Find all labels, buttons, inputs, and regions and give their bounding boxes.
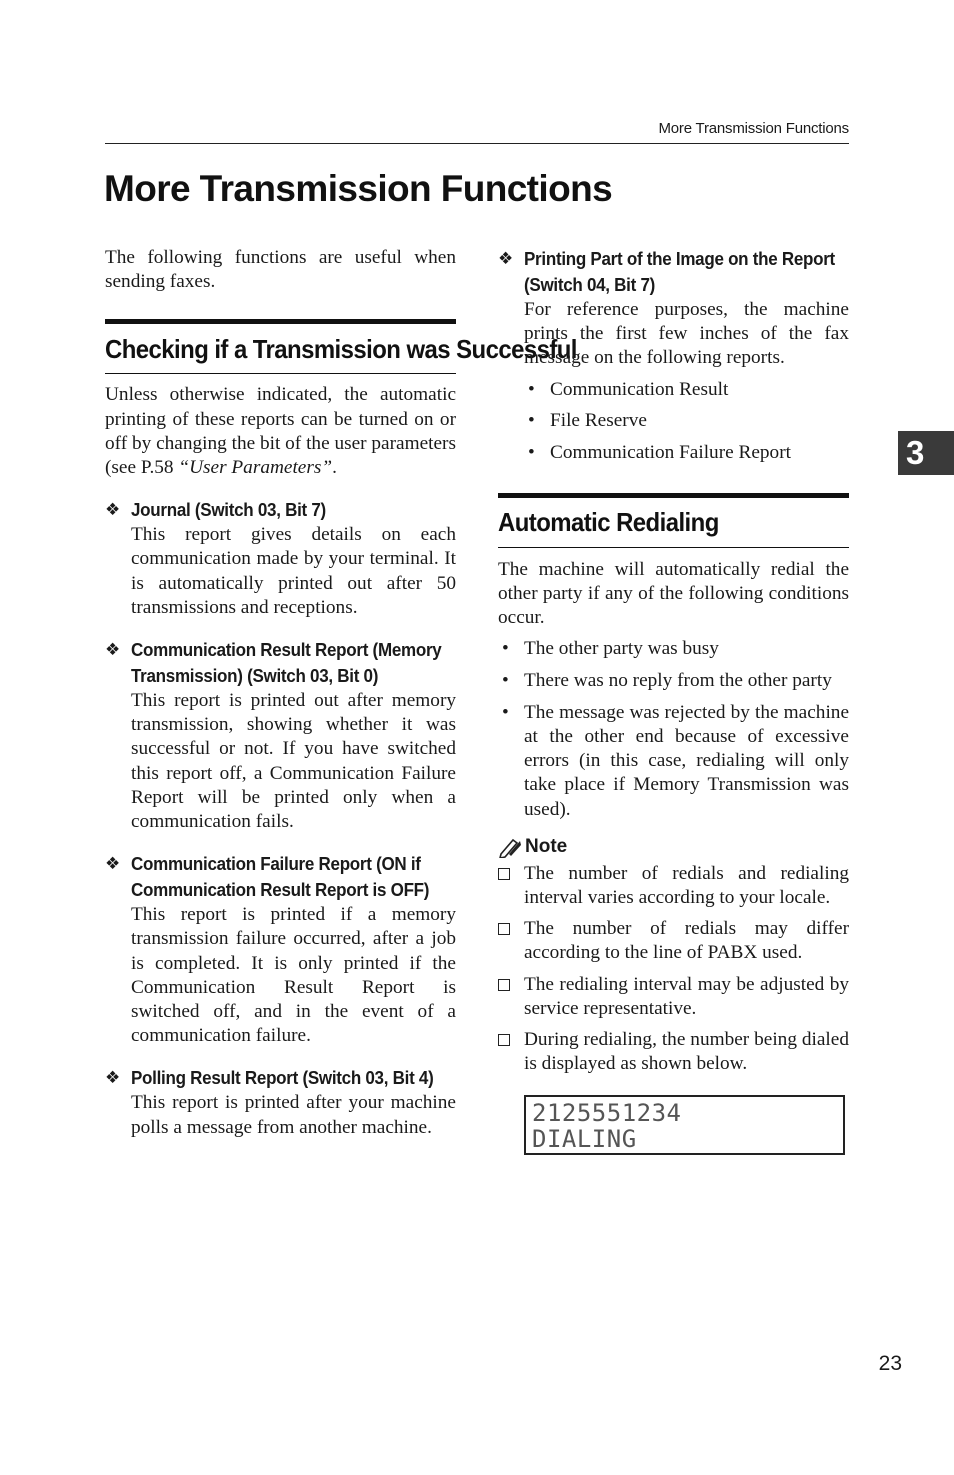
note-heading: [498, 834, 849, 860]
list-item: • File Reserve: [524, 409, 849, 433]
intro-paragraph: The following functions are useful when sending faxes.: [105, 247, 456, 293]
checkbox-square-icon: [498, 917, 524, 965]
diamond-bullet-icon: ❖: [105, 854, 121, 875]
lcd-display: [524, 1095, 845, 1155]
cross-reference: “User Parameters”: [178, 457, 333, 479]
note-item: The number of redials may differ according to the line of PABX used.: [498, 917, 849, 965]
bullet-icon: •: [502, 638, 509, 660]
lcd-line-status: DIALING: [532, 1125, 637, 1154]
bullet-icon: •: [528, 410, 535, 432]
list-item: • There was no reply from the other party: [498, 669, 849, 693]
diamond-bullet-icon: ❖: [105, 500, 121, 521]
note-item: The redialing interval may be adjusted by service representative.: [498, 973, 849, 1021]
report-item-journal: [105, 497, 456, 620]
diamond-bullet-icon: ❖: [105, 640, 121, 661]
note-item: During redialing, the number being dialed is displayed as shown below.: [498, 1028, 849, 1076]
report-item-communication-result: [105, 637, 456, 834]
section-title: Checking if a Transmission was Successful: [105, 334, 577, 365]
redial-conditions-list: [498, 637, 849, 821]
section-title: Automatic Redialing: [498, 506, 719, 537]
section-heading-checking: [105, 319, 577, 374]
page-number: 23: [878, 1352, 902, 1375]
report-item-title: Polling Result Report (Switch 03, Bit 4): [131, 1067, 434, 1089]
report-item-printing-part: [498, 246, 849, 473]
note-item: The number of redials and redialing interval varies according to your locale.: [498, 862, 849, 910]
report-item-title: Communication Result Report (Memory Transmission) (Switch 03, Bit 0): [131, 639, 442, 687]
right-column: [498, 246, 849, 1155]
report-item-text: This report is printed after your machine polls a message from another machine.: [131, 1092, 456, 1138]
list-item: • The other party was busy: [498, 637, 849, 661]
bullet-icon: •: [528, 378, 535, 400]
note-label: Note: [525, 835, 568, 857]
list-item: • The message was rejected by the machine at the other end because of excessive errors (in this case, redialing will only take place if Memory Transmission was used).: [498, 701, 849, 822]
diamond-bullet-icon: ❖: [105, 1068, 121, 1089]
bullet-icon: •: [528, 442, 535, 464]
page-title: More Transmission Functions: [104, 168, 613, 209]
report-item-polling-result: [105, 1065, 456, 1139]
diamond-bullet-icon: ❖: [498, 249, 514, 269]
running-header: More Transmission Functions: [658, 120, 849, 137]
report-item-title: Communication Failure Report (ON if Communication Result Report is OFF): [131, 853, 430, 901]
section-heading-redialing: [498, 493, 849, 548]
header-rule: [105, 143, 849, 144]
bullet-icon: •: [502, 670, 509, 692]
section-intro: Unless otherwise indicated, the automatic printing of these reports can be turned on or off by changing the bit of the user parameters (see P.58 “User Parameters”.: [105, 384, 456, 479]
list-item: • Communication Result: [524, 378, 849, 402]
checkbox-square-icon: [498, 862, 524, 910]
notes-list: [498, 862, 849, 1077]
checkbox-square-icon: [498, 1028, 524, 1076]
report-item-text: For reference purposes, the machine prints the first few inches of the fax message on the following reports.: [524, 299, 849, 369]
lcd-line-number: 2125551234: [532, 1099, 682, 1128]
report-item-text: This report gives details on each communication made by your terminal. It is automatically printed out after 50 transmissions and receptions.: [131, 524, 456, 618]
report-list: [524, 378, 849, 466]
pencil-note-icon: [498, 836, 522, 858]
report-item-text: This report is printed out after memory transmission, showing whether it was successful or not. If you have switched this report off, a Communication Failure Report will be printed only when a communication fails.: [131, 690, 456, 833]
report-item-title: Printing Part of the Image on the Report (Switch 04, Bit 7): [524, 248, 835, 295]
report-item-title: Journal (Switch 03, Bit 7): [131, 499, 326, 521]
checkbox-square-icon: [498, 973, 524, 1021]
report-item-communication-failure: [105, 851, 456, 1048]
chapter-tab: 3: [898, 431, 954, 475]
report-item-text: This report is printed if a memory transmission failure occurred, after a job is completed. It is only printed if the Communication Result Report is switched off, and in the event of a communication failure.: [131, 904, 456, 1047]
bullet-icon: •: [502, 701, 509, 723]
list-item: • Communication Failure Report: [524, 441, 849, 465]
section-intro: The machine will automatically redial the other party if any of the following conditions occur.: [498, 558, 849, 629]
